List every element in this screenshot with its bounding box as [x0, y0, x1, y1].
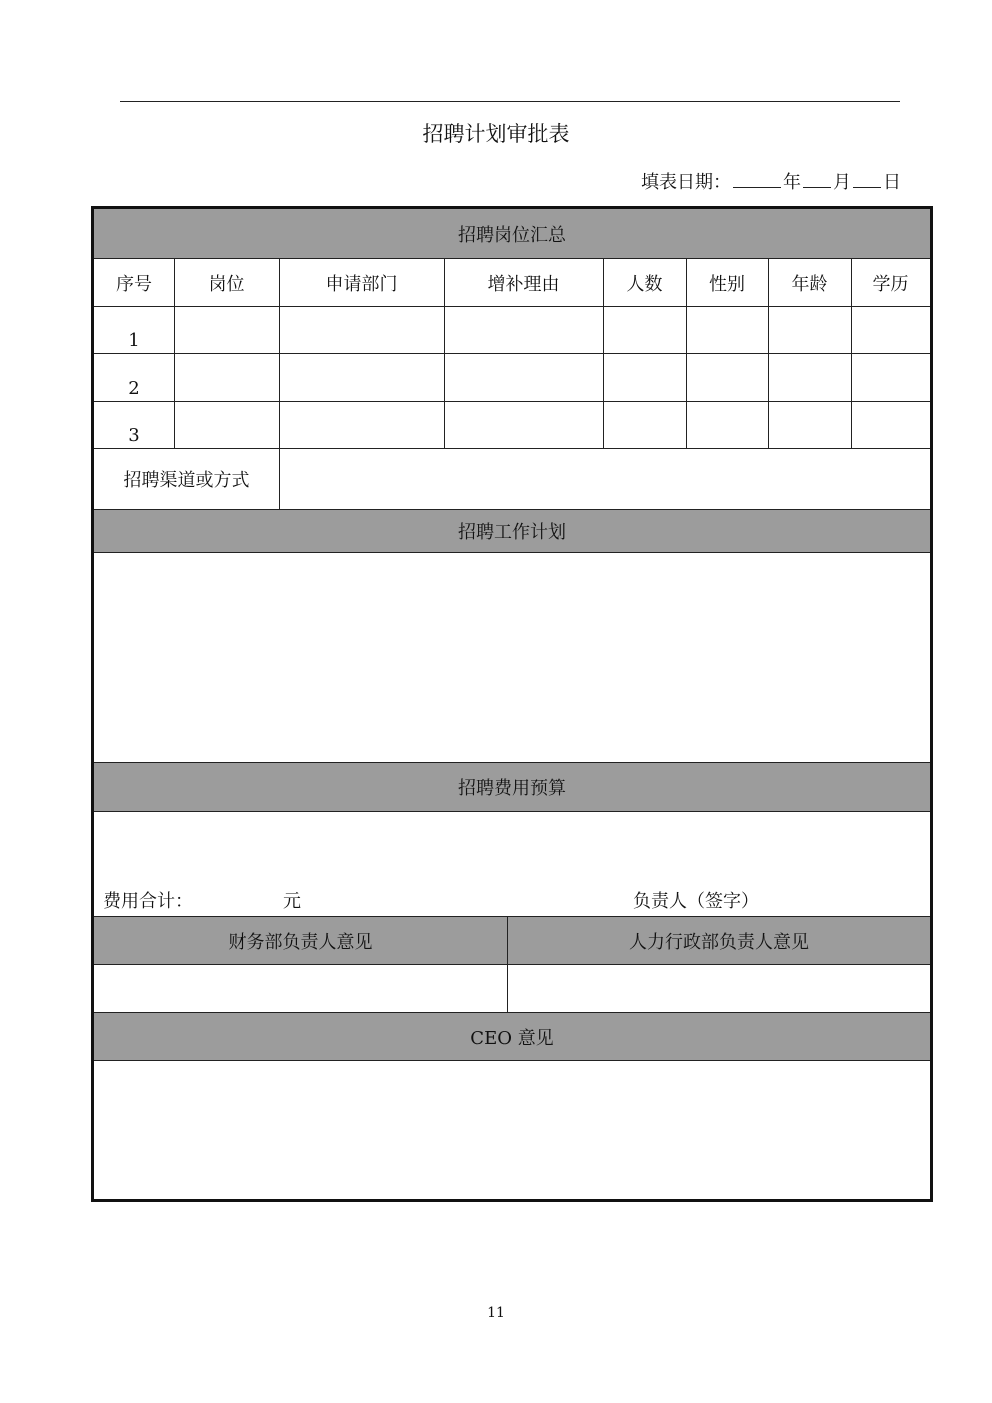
channel-label: 招聘渠道或方式	[123, 470, 250, 491]
divider	[851, 259, 852, 448]
ceo-opinion-field[interactable]	[94, 1061, 930, 1199]
col-header-count: 人数	[626, 273, 663, 295]
col-header-position: 岗位	[208, 273, 245, 295]
year-label: 年	[783, 172, 801, 193]
fill-date	[641, 168, 901, 194]
col-header-department: 申请部门	[325, 273, 398, 295]
divider	[768, 259, 769, 448]
col-header-age: 年龄	[791, 273, 828, 295]
section-positions-summary: 招聘岗位汇总	[94, 209, 930, 258]
col-header-index: 序号	[116, 273, 152, 295]
col-header-gender: 性别	[709, 273, 745, 295]
budget-unit: 元	[283, 891, 301, 912]
row-index: 2	[128, 378, 140, 399]
budget-total-label: 费用合计：	[103, 891, 193, 912]
row-index: 3	[128, 425, 140, 446]
day-label: 日	[883, 172, 901, 193]
month-label: 月	[833, 172, 851, 193]
divider	[603, 259, 604, 448]
divider	[174, 259, 175, 448]
divider	[94, 306, 930, 307]
col-header-education: 学历	[872, 273, 909, 295]
channel-field[interactable]	[280, 449, 930, 509]
divider	[94, 401, 930, 402]
year-field[interactable]	[733, 169, 781, 188]
header-rule	[120, 101, 900, 102]
month-field[interactable]	[803, 169, 831, 188]
row-index: 1	[128, 330, 140, 351]
finance-opinion-field[interactable]	[94, 965, 507, 1012]
section-budget: 招聘费用预算	[94, 763, 930, 811]
divider	[94, 353, 930, 354]
work-plan-field[interactable]	[94, 553, 930, 762]
signature-label: 负责人（签字）	[633, 891, 759, 912]
page-number: 11	[487, 1305, 505, 1321]
page-title: 招聘计划审批表	[422, 122, 570, 146]
section-ceo-opinion: CEO 意见	[94, 1013, 930, 1060]
col-header-reason: 增补理由	[487, 273, 560, 295]
fill-date-label: 填表日期：	[641, 172, 731, 193]
hr-opinion-field[interactable]	[508, 965, 930, 1012]
section-finance-opinion: 财务部负责人意见	[94, 917, 507, 964]
section-work-plan: 招聘工作计划	[94, 510, 930, 552]
divider	[686, 259, 687, 448]
day-field[interactable]	[853, 169, 881, 188]
divider	[444, 259, 445, 448]
section-hr-opinion: 人力行政部负责人意见	[508, 917, 930, 964]
approval-form	[91, 206, 933, 1202]
budget-field[interactable]	[94, 812, 930, 916]
